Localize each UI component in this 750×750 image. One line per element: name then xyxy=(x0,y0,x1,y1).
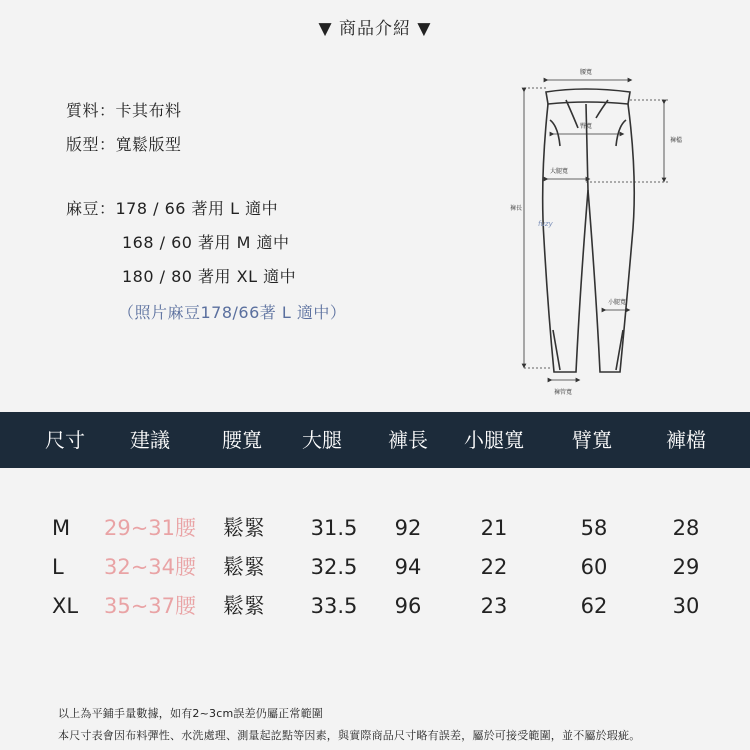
cell-rise: 29 xyxy=(672,555,700,579)
cell-calf: 23 xyxy=(480,594,508,618)
fit-spec: 版型：寬鬆版型 xyxy=(66,135,182,154)
cell-calf: 21 xyxy=(480,516,508,540)
cell-suggest: 32~34腰 xyxy=(103,555,197,579)
disclaimer-note: 本尺寸表會因布料彈性、水洗處理、測量起訖點等因素，與實際商品尺寸略有誤差，屬於可接受範圍，並不屬於瑕疵。 xyxy=(58,729,641,742)
cell-length: 96 xyxy=(394,594,422,618)
waist-label: 腰寬 xyxy=(580,69,593,76)
col-thigh: 大腿 xyxy=(302,428,342,452)
cell-thigh: 32.5 xyxy=(310,555,358,579)
cell-arm: 58 xyxy=(580,516,608,540)
cell-length: 94 xyxy=(394,555,422,579)
model-spec-1: 麻豆：178 / 66 著用 L 適中 xyxy=(66,199,279,218)
cell-arm: 60 xyxy=(580,555,608,579)
calf-label: 小腿寬 xyxy=(608,299,627,306)
cell-calf: 22 xyxy=(480,555,508,579)
cell-rise: 28 xyxy=(672,516,700,540)
watermark-logo: fuzy xyxy=(538,220,553,228)
table-row xyxy=(0,588,750,624)
col-arm: 臂寬 xyxy=(572,428,612,452)
rise-label: 褲檔 xyxy=(670,137,683,144)
thigh-label: 大腿寬 xyxy=(550,168,569,175)
col-length: 褲長 xyxy=(388,428,428,452)
cell-arm: 62 xyxy=(580,594,608,618)
size-table-header xyxy=(0,412,750,468)
model-spec-2: 168 / 60 著用 M 適中 xyxy=(122,233,290,252)
table-row xyxy=(0,549,750,585)
cell-thigh: 33.5 xyxy=(310,594,358,618)
col-suggest: 建議 xyxy=(130,428,170,452)
pants-outline xyxy=(543,89,635,372)
col-waist: 腰寬 xyxy=(222,428,262,452)
hip-label: 臀寬 xyxy=(580,123,593,130)
cell-size: L xyxy=(52,555,64,579)
measurement-note: 以上為平鋪手量數據，如有2~3cm誤差仍屬正常範圍 xyxy=(58,707,323,720)
col-size: 尺寸 xyxy=(45,428,85,452)
cell-waist: 鬆緊 xyxy=(223,555,265,579)
cell-size: XL xyxy=(52,594,79,618)
length-label: 褲長 xyxy=(510,205,523,212)
pants-measurement-diagram xyxy=(500,60,690,400)
cell-suggest: 35~37腰 xyxy=(103,594,197,618)
cell-size: M xyxy=(52,516,71,540)
col-calf: 小腿寬 xyxy=(464,428,524,452)
cell-waist: 鬆緊 xyxy=(223,594,265,618)
table-row xyxy=(0,510,750,546)
photo-note: （照片麻豆178/66著 L 適中） xyxy=(118,303,347,322)
cell-rise: 30 xyxy=(672,594,700,618)
hem-label: 褲管寬 xyxy=(554,389,573,396)
model-spec-3: 180 / 80 著用 XL 適中 xyxy=(122,267,297,286)
cell-waist: 鬆緊 xyxy=(223,516,265,540)
cell-thigh: 31.5 xyxy=(310,516,358,540)
section-title: ▼ 商品介紹 ▼ xyxy=(318,19,432,39)
cell-length: 92 xyxy=(394,516,422,540)
material-spec: 質料：卡其布料 xyxy=(66,101,182,120)
col-rise: 褲檔 xyxy=(666,428,706,452)
cell-suggest: 29~31腰 xyxy=(103,516,197,540)
